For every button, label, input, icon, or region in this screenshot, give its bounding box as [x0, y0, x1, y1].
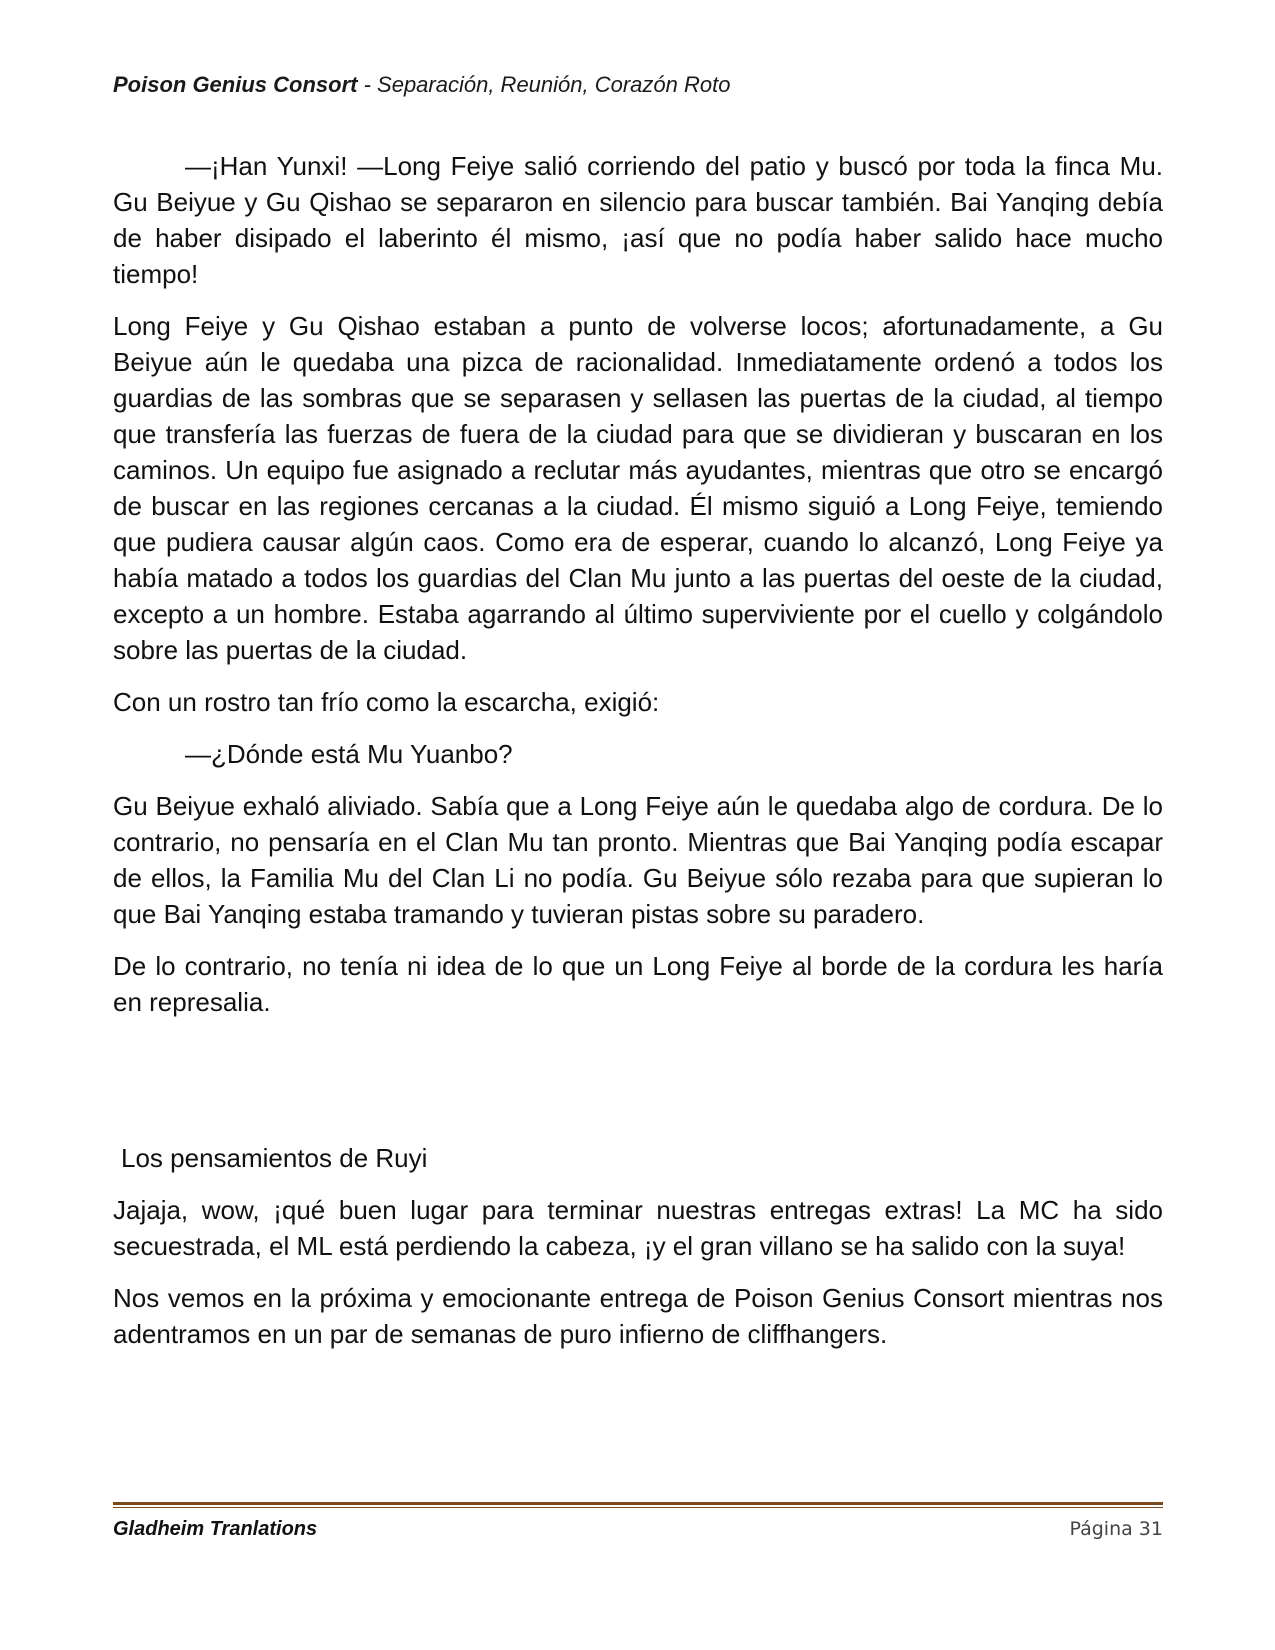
notes-paragraph: Nos vemos en la próxima y emocionante entrega de Poison Genius Consort mientras nos adentramos en un par de semanas de puro infierno de cliffhangers. — [113, 1283, 1163, 1349]
footer-group-name: Gladheim Tranlations — [113, 1518, 318, 1540]
header-chapter-title: Separación, Reunión, Corazón Roto — [377, 72, 731, 97]
page-number: Página 31 — [1069, 1518, 1163, 1540]
paragraph: Con un rostro tan frío como la escarcha, exigió: — [113, 687, 660, 717]
paragraph: —¿Dónde está Mu Yuanbo? — [185, 739, 513, 769]
notes-heading: Los pensamientos de Ruyi — [121, 1143, 428, 1173]
page-body — [113, 148, 1163, 1368]
footer-divider — [113, 1502, 1163, 1508]
paragraph: —¡Han Yunxi! —Long Feiye salió corriendo del patio y buscó por toda la finca Mu. Gu Beiyue y Gu Qishao se separaron en silencio para buscar también. Bai Yanqing debía de haber disipado el laberinto él mismo, ¡así que no podía haber salido hace mucho tiempo! — [113, 151, 1163, 289]
notes-paragraph: Jajaja, wow, ¡qué buen lugar para terminar nuestras entregas extras! La MC ha sido secuestrada, el ML está perdiendo la cabeza, ¡y el gran villano se ha salido con la suya! — [113, 1195, 1163, 1261]
paragraph: Gu Beiyue exhaló aliviado. Sabía que a Long Feiye aún le quedaba algo de cordura. De lo contrario, no pensaría en el Clan Mu tan pronto. Mientras que Bai Yanqing podía escapar de ellos, la Familia Mu del Clan Li no podía. Gu Beiyue sólo rezaba para que supieran lo que Bai Yanqing estaba tramando y tuvieran pistas sobre su paradero. — [113, 791, 1163, 929]
paragraph: De lo contrario, no tenía ni idea de lo que un Long Feiye al borde de la cordura les haría en represalia. — [113, 951, 1163, 1017]
header-separator: - — [357, 72, 378, 97]
running-header — [113, 72, 1163, 98]
paragraph: Long Feiye y Gu Qishao estaban a punto de volverse locos; afortunadamente, a Gu Beiyue aún le quedaba una pizca de racionalidad. Inmediatamente ordenó a todos los guardias de las sombras que se separasen y sellasen las puertas de la ciudad, al tiempo que transfería las fuerzas de fuera de la ciudad para que se dividieran y buscaran en los caminos. Un equipo fue asignado a reclutar más ayudantes, mientras que otro se encargó de buscar en las regiones cercanas a la ciudad. Él mismo siguió a Long Feiye, temiendo que pudiera causar algún caos. Como era de esperar, cuando lo alcanzó, Long Feiye ya había matado a todos los guardias del Clan Mu junto a las puertas del oeste de la ciudad, excepto a un hombre. Estaba agarrando al último superviviente por el cuello y colgándolo sobre las puertas de la ciudad. — [113, 311, 1163, 665]
header-series-title: Poison Genius Consort — [113, 72, 358, 97]
